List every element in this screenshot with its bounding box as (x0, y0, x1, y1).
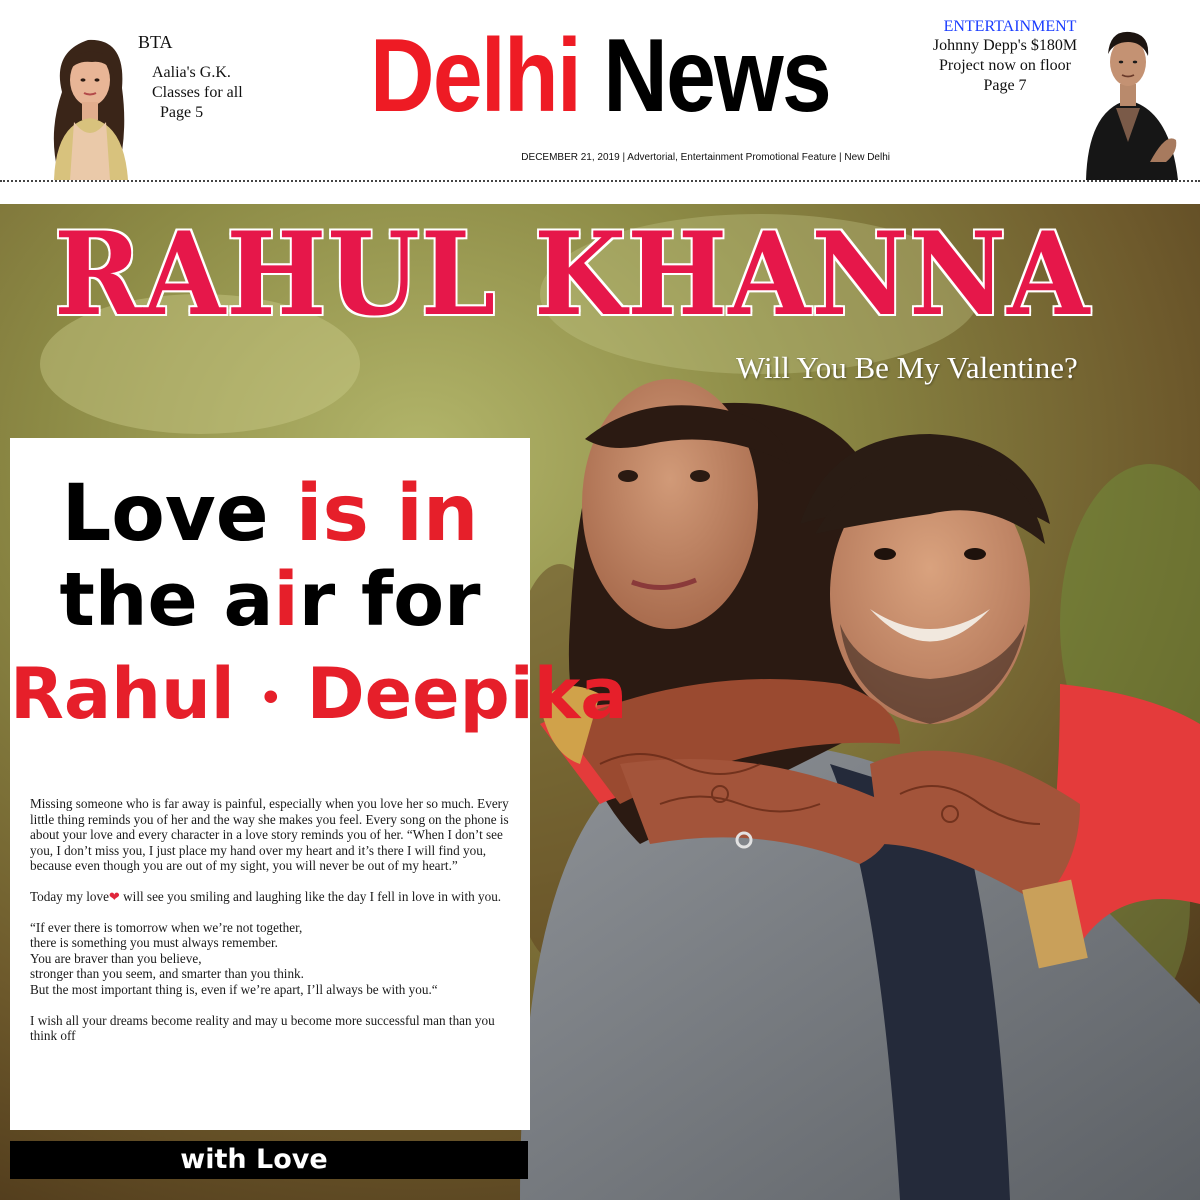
teaser-left-kicker: BTA (138, 32, 173, 52)
paper-name-news: News (603, 18, 830, 134)
masthead (0, 0, 1200, 200)
story-paragraph-2b: will see you smiling and laughing like the day I fell in love in with you. (119, 888, 502, 904)
heart-icon: ❤ (108, 888, 120, 904)
story-body (30, 796, 510, 1059)
story-paragraph-1: Missing someone who is far away is painful, especially when you love her so much. Every little thing reminds you of her and the way she makes you feel. Every song on the phone is about your love and every character in a love story reminds you of her. “When I don’t see you, I don’t miss you, I just place my hand over my heart and it’s there I will find you, because even though you are out of my sight, you will never be out of my heart.” (30, 796, 509, 874)
verse-line-1: “If ever there is tomorrow when we’re not together, (30, 919, 303, 935)
teaser-left[interactable] (138, 32, 298, 123)
masthead-divider (0, 180, 1200, 182)
paper-name-delhi: Delhi (370, 18, 581, 134)
story-box (10, 438, 628, 1130)
title-is-in: is in (295, 469, 479, 559)
verse-line-5: But the most important thing is, even if we’re apart, I’ll always be with you.“ (30, 981, 438, 997)
teaser-left-photo[interactable] (40, 22, 140, 180)
verse-line-4: stronger than you seem, and smarter than you think. (30, 966, 304, 982)
verse-line-2: there is something you must always remember. (30, 935, 278, 951)
story-title-row1 (10, 470, 530, 558)
story-paragraph-4: I wish all your dreams become reality and may u become more successful man than you think off (30, 1012, 495, 1044)
title-deepika: Deepika (306, 653, 628, 735)
verse-line-3: You are braver than you believe, (30, 950, 202, 966)
signoff-banner: with Love (10, 1141, 528, 1179)
story-paragraph-2 (30, 889, 510, 905)
story-title-row3 (10, 642, 628, 751)
man-portrait-image (1058, 12, 1198, 180)
teaser-left-line1: Aalia's G.K. (152, 64, 231, 81)
story-verse (30, 920, 510, 998)
hero-headline: RAHUL KHANNA (54, 207, 1091, 341)
title-r-for: r for (298, 557, 481, 643)
title-the-a: the a (59, 557, 274, 643)
story-title-row2 (10, 558, 530, 642)
story-title (10, 469, 628, 751)
paper-name (342, 16, 858, 136)
title-love: Love (61, 469, 296, 559)
teaser-right-kicker: ENTERTAINMENT (943, 18, 1077, 35)
hero-subhead: Will You Be My Valentine? (736, 350, 1078, 385)
title-rahul: Rahul (10, 653, 235, 735)
teaser-left-page: Page 5 (160, 104, 204, 121)
dateline: DECEMBER 21, 2019 | Advertorial, Entertainment Promotional Feature | New Delhi (521, 152, 890, 163)
title-heart-separator: • (259, 677, 283, 719)
teaser-right-page: Page 7 (983, 77, 1027, 94)
teaser-right-photo[interactable] (1058, 12, 1198, 180)
teaser-right-line2: Project now on floor (939, 57, 1071, 74)
teaser-right-line1: Johnny Depp's $180M (932, 37, 1078, 54)
title-i: i (273, 557, 299, 643)
story-paragraph-2a: Today my love (30, 888, 109, 904)
teaser-left-line2: Classes for all (152, 84, 243, 101)
woman-portrait-image (40, 22, 140, 180)
